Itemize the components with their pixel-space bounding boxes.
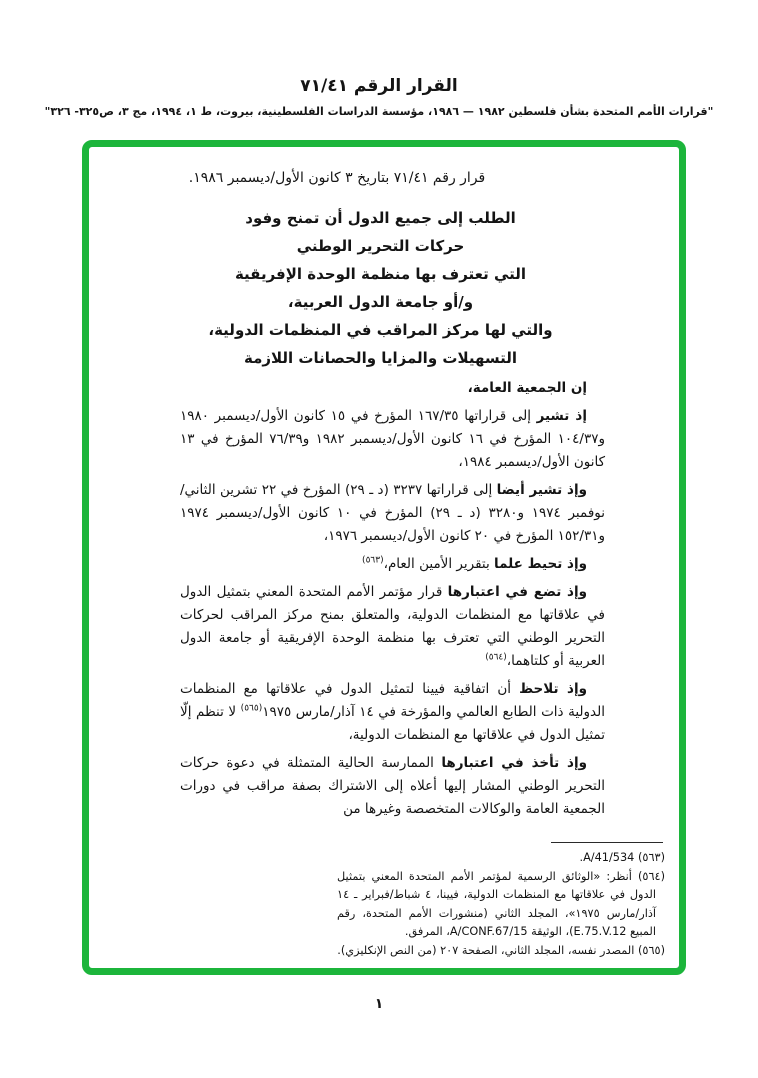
heading-line: و/أو جامعة الدول العربية،: [287, 293, 474, 311]
footnote-text: A/41/534.: [579, 851, 635, 864]
paragraph-lead: وإذ تضع في اعتبارها: [447, 584, 587, 600]
heading-line: التسهيلات والمزايا والحصانات اللازمة: [243, 349, 518, 367]
preamble-paragraph: [180, 377, 605, 400]
paragraph-lead: إن الجمعية العامة،: [467, 380, 587, 396]
footnote-marker: (٥٦٤): [637, 869, 665, 883]
paragraph-text: إلى قراراتها ١٦٧/٣٥ المؤرخ في ١٥ كانون الأول/ديسمبر ١٩٨٠ و١٠٤/٣٧ المؤرخ في ١٦ كانون الأول/ديسمبر ١٩٨٢ و٧٦/٣٩ المؤرخ في ١٣ كانون الأول/ديسمبر ١٩٨٤،: [180, 408, 605, 470]
paragraph-text: إلى قراراتها ٣٢٣٧ (د ـ ٢٩) المؤرخ في ٢٢ تشرين الثاني/نوفمبر ١٩٧٤ و٣٢٨٠ (د ـ ٢٩) المؤرخ في ١٠ كانون الأول/ديسمبر ١٩٧٤ و١٥٢/٣١ المؤرخ في ٢٠ كانون الأول/ديسمبر ١٩٧٦،: [180, 482, 606, 544]
footnote: [337, 868, 665, 942]
preamble-paragraph: [180, 581, 605, 673]
heading-line: حركات التحرير الوطني: [296, 237, 465, 255]
footnote: [337, 942, 665, 961]
footnote-ref: (٥٦٤): [485, 652, 507, 663]
resolution-date-line: قرار رقم ٧١/٤١ بتاريخ ٣ كانون الأول/ديسمبر ١٩٨٦.: [188, 170, 486, 186]
preamble-paragraph: [180, 678, 605, 747]
heading-line: الطلب إلى جميع الدول أن تمنح وفود: [245, 209, 516, 227]
footnote-ref: (٥٦٣): [362, 555, 384, 566]
document-title: القرار الرقم ٧١/٤١: [300, 76, 458, 96]
footnote-marker: (٥٦٥): [637, 943, 665, 957]
footnote-separator: [551, 842, 663, 843]
footnote-ref: (٥٦٥): [240, 703, 263, 714]
footnote-marker: (٥٦٣): [637, 851, 665, 864]
paragraph-lead: وإذ تحيط علما: [494, 556, 587, 572]
footnote: [337, 849, 665, 868]
paragraph-lead: وإذ تلاحظ: [519, 681, 587, 697]
paragraph-lead: وإذ تشير أيضا: [496, 482, 587, 498]
paragraph-text: الممارسة الحالية المتمثلة في دعوة حركات التحرير الوطني المشار إليها أعلاه إلى الاشتراك بصفة مراقب في دورات الجمعية العامة والوكالات المتخصصة وغيرها من: [180, 755, 605, 817]
page-number: ١: [374, 996, 384, 1012]
preamble-paragraph: [180, 405, 605, 474]
preamble-paragraph: [180, 553, 605, 576]
heading-line: والتي لها مركز المراقب في المنظمات الدولية،: [208, 321, 553, 339]
paragraph-text: أن اتفاقية فيينا لتمثيل الدول في علاقاتها مع المنظمات الدولية ذات الطابع العالمي والمؤرخة في ١٤ آذار/مارس ١٩٧٥: [180, 681, 605, 720]
preamble-paragraph: [180, 479, 605, 548]
resolution-frame: [82, 140, 686, 975]
paragraph-text: بتقرير الأمين العام،: [383, 556, 495, 572]
preamble-paragraph: [180, 752, 605, 821]
resolution-heading-block: [180, 204, 581, 372]
heading-line: التي تعترف بها منظمة الوحدة الإفريقية: [234, 265, 527, 283]
footnote-text: أنظر: «الوثائق الرسمية لمؤتمر الأمم المتحدة المعني بتمثيل الدول في علاقاتها مع المنظمات الدولية، فيينا، ٤ شباط/فبراير ـ ١٤ آذار/مارس ١٩٧٥»، المجلد الثاني (منشورات الأمم المتحدة، رقم المبيع E.75.V.12)، الوثيقة A/CONF.67/15، المرفق.: [337, 869, 657, 938]
source-citation: "قرارات الأمم المتحدة بشأن فلسطين ١٩٨٢ — ١٩٨٦، مؤسسة الدراسات الفلسطينية، بيروت، ط ١، ١٩٩٤، مج ٣، ص٣٢٥- ٣٢٦": [44, 105, 714, 118]
paragraph-lead: إذ تشير: [536, 408, 587, 424]
footnote-text: المصدر نفسه، المجلد الثاني، الصفحة ٢٠٧ (من النص الإنكليزي).: [337, 943, 635, 957]
paragraph-text: قرار مؤتمر الأمم المتحدة المعني بتمثيل الدول في علاقاتها مع المنظمات الدولية، والمتعلق بمنح مركز المراقب لحركات التحرير الوطني التي تعترف بها منظمة الوحدة الإفريقية أو جامعة الدول العربية أو كلتاهما،: [180, 584, 605, 669]
paragraph-lead: وإذ تأخذ في اعتبارها: [441, 755, 587, 771]
footnotes-block: [337, 839, 665, 960]
paragraph-text: لا تنظم إلّا تمثيل الدول في علاقاتها مع المنظمات الدولية،: [180, 704, 605, 743]
